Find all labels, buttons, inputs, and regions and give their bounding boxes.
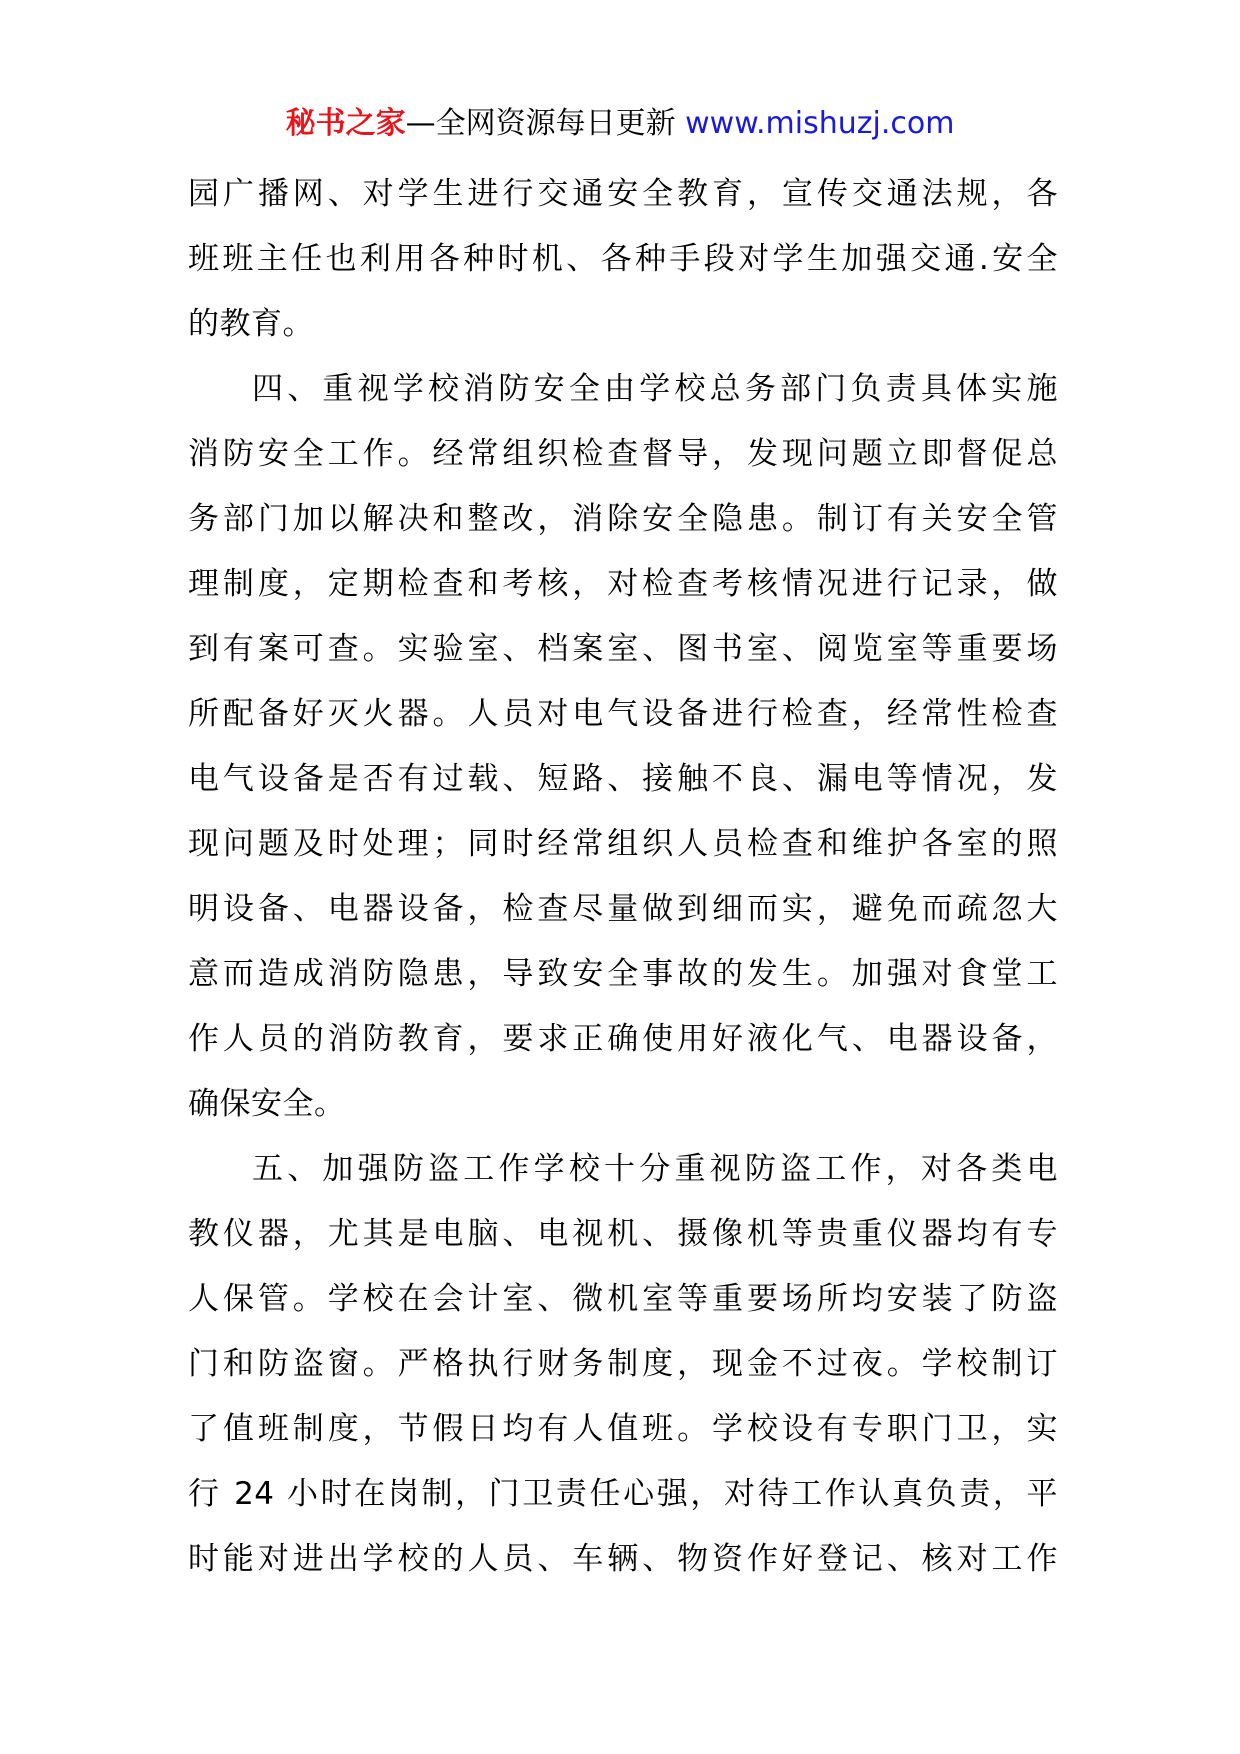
text-line: 园广播网、对学生进行交通安全教育，宣传交通法规，各 bbox=[188, 176, 1058, 212]
text-line: 班班主任也利用各种时机、各种手段对学生加强交通.安全 bbox=[188, 241, 1058, 277]
text-line: 确保安全。 bbox=[188, 1086, 346, 1122]
text-line: 门和防盗窗。严格执行财务制度，现金不过夜。学校制订 bbox=[188, 1346, 1058, 1382]
site-header bbox=[0, 100, 1240, 148]
text-line: 时能对进出学校的人员、车辆、物资作好登记、核对工作 bbox=[188, 1541, 1058, 1577]
text-line: 理制度，定期检查和考核，对检查考核情况进行记录，做 bbox=[188, 566, 1058, 602]
text-line: 人保管。学校在会计室、微机室等重要场所均安装了防盗 bbox=[188, 1281, 1058, 1317]
site-tagline: —全网资源每日更新 bbox=[405, 106, 676, 141]
site-url-link[interactable]: www.mishuzj.com bbox=[685, 106, 955, 141]
text-line: 教仪器，尤其是电脑、电视机、摄像机等贵重仪器均有专 bbox=[188, 1216, 1058, 1252]
text-line: 务部门加以解决和整改，消除安全隐患。制订有关安全管 bbox=[188, 501, 1058, 537]
text-line: 现问题及时处理；同时经常组织人员检查和维护各室的照 bbox=[188, 826, 1058, 862]
text-line: 了值班制度，节假日均有人值班。学校设有专职门卫，实 bbox=[188, 1411, 1058, 1447]
text-line: 到有案可查。实验室、档案室、图书室、阅览室等重要场 bbox=[188, 631, 1058, 667]
text-line: 明设备、电器设备，检查尽量做到细而实，避免而疏忽大 bbox=[188, 891, 1058, 927]
paragraph-first-line: 五、加强防盗工作学校十分重视防盗工作，对各类电 bbox=[252, 1151, 1058, 1187]
text-line: 行 24 小时在岗制，门卫责任心强，对待工作认真负责，平 bbox=[188, 1476, 1058, 1512]
text-line: 意而造成消防隐患，导致安全事故的发生。加强对食堂工 bbox=[188, 956, 1058, 992]
text-line: 电气设备是否有过载、短路、接触不良、漏电等情况，发 bbox=[188, 761, 1058, 797]
document-body bbox=[188, 162, 1058, 1592]
text-line: 的教育。 bbox=[188, 306, 314, 342]
paragraph-first-line: 四、重视学校消防安全由学校总务部门负责具体实施 bbox=[252, 371, 1058, 407]
text-line: 消防安全工作。经常组织检查督导，发现问题立即督促总 bbox=[188, 436, 1058, 472]
text-line: 所配备好灭火器。人员对电气设备进行检查，经常性检查 bbox=[188, 696, 1058, 732]
site-brand: 秘书之家 bbox=[285, 106, 406, 141]
text-line: 作人员的消防教育，要求正确使用好液化气、电器设备， bbox=[188, 1021, 1058, 1057]
